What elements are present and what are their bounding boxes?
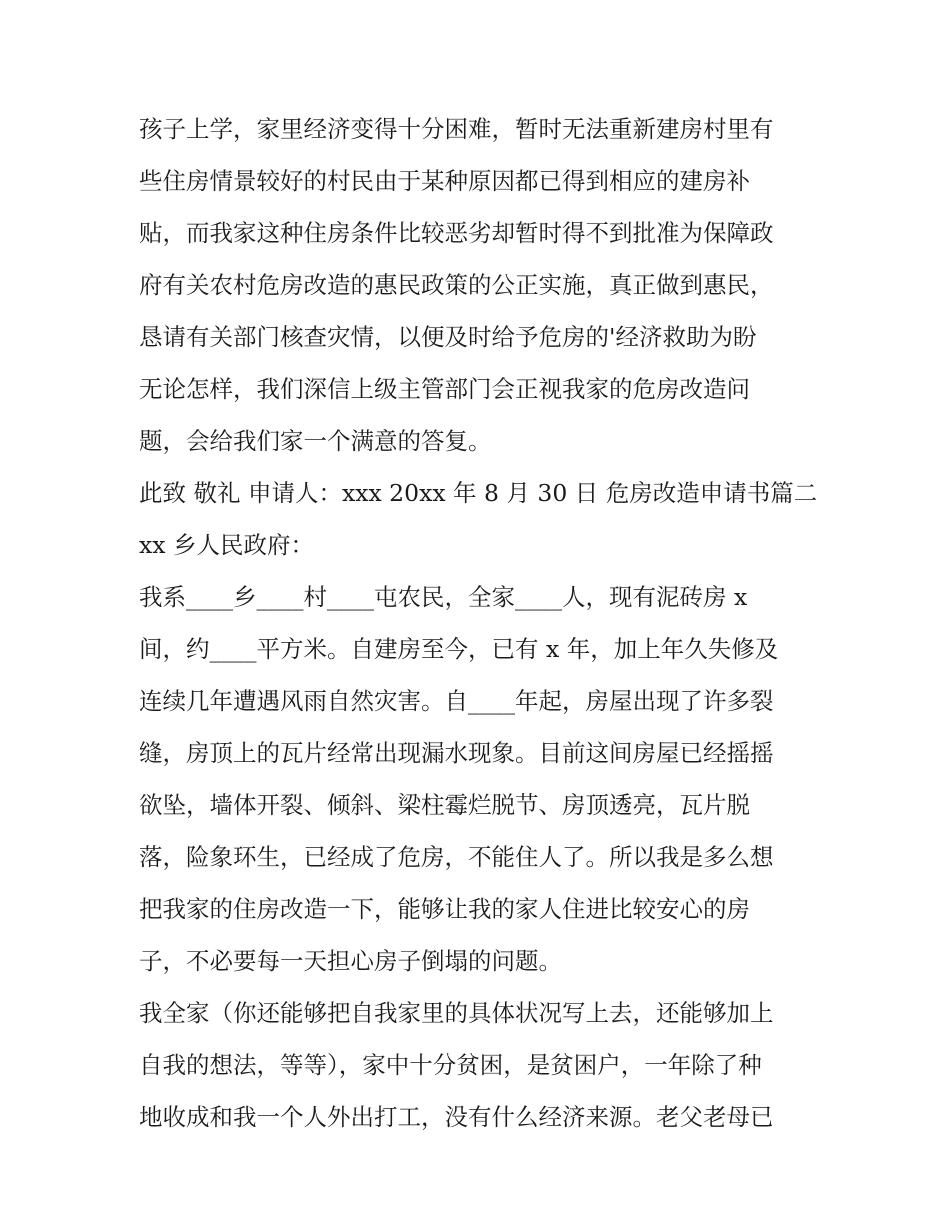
text-line: 府有关农村危房改造的惠民政策的公正实施，真正做到惠民， [139,271,774,299]
text-line: 把我家的住房改造一下，能够让我的家人住进比较安心的房 [139,895,750,923]
paragraph-family-situation [139,987,819,1143]
text-line: 恳请有关部门核查灾情，以便及时给予危房的'经济救助为盼 [139,323,757,351]
text-line: 我全家（你还能够把自我家里的具体状况写上去，还能够加上 [139,999,774,1027]
closing-signature-line: 此致 敬礼 申请人：xxx 20xx 年 8 月 30 日 危房改造申请书篇二 [139,479,818,507]
text-line: 子，不必要每一天担心房子倒塌的问题。 [139,947,562,975]
text-line: 些住房情景较好的村民由于某种原因都已得到相应的建房补 [139,167,750,195]
paragraph-house-condition [139,571,819,987]
text-line: 贴，而我家这种住房条件比较恶劣却暂时得不到批准为保障政 [139,219,774,247]
paragraph-closing-and-heading [139,467,819,571]
text-line: 孩子上学，家里经济变得十分困难，暂时无法重新建房村里有 [139,115,774,143]
paragraph-hardship [139,103,819,467]
text-line: 连续几年遭遇风雨自然灾害。自____年起，房屋出现了许多裂 [139,687,774,715]
text-line: 题，会给我们家一个满意的答复。 [139,427,492,455]
text-line: 无论怎样，我们深信上级主管部门会正视我家的危房改造问 [139,375,750,403]
addressee-line: xx 乡人民政府： [139,531,314,559]
text-line: 缝，房顶上的瓦片经常出现漏水现象。目前这间房屋已经摇摇 [139,739,774,767]
text-line: 我系____乡____村____屯农民，全家____人，现有泥砖房 x [139,583,748,611]
text-line: 间，约____平方米。自建房至今，已有 x 年，加上年久失修及 [139,635,779,663]
document-body [139,103,819,1143]
text-line: 地收成和我一个人外出打工，没有什么经济来源。老父老母已 [139,1103,774,1131]
text-line: 自我的想法，等等），家中十分贫困，是贫困户，一年除了种 [139,1051,762,1079]
text-line: 欲坠，墙体开裂、倾斜、梁柱霉烂脱节、房顶透亮，瓦片脱 [139,791,750,819]
text-line: 落，险象环生，已经成了危房，不能住人了。所以我是多么想 [139,843,774,871]
